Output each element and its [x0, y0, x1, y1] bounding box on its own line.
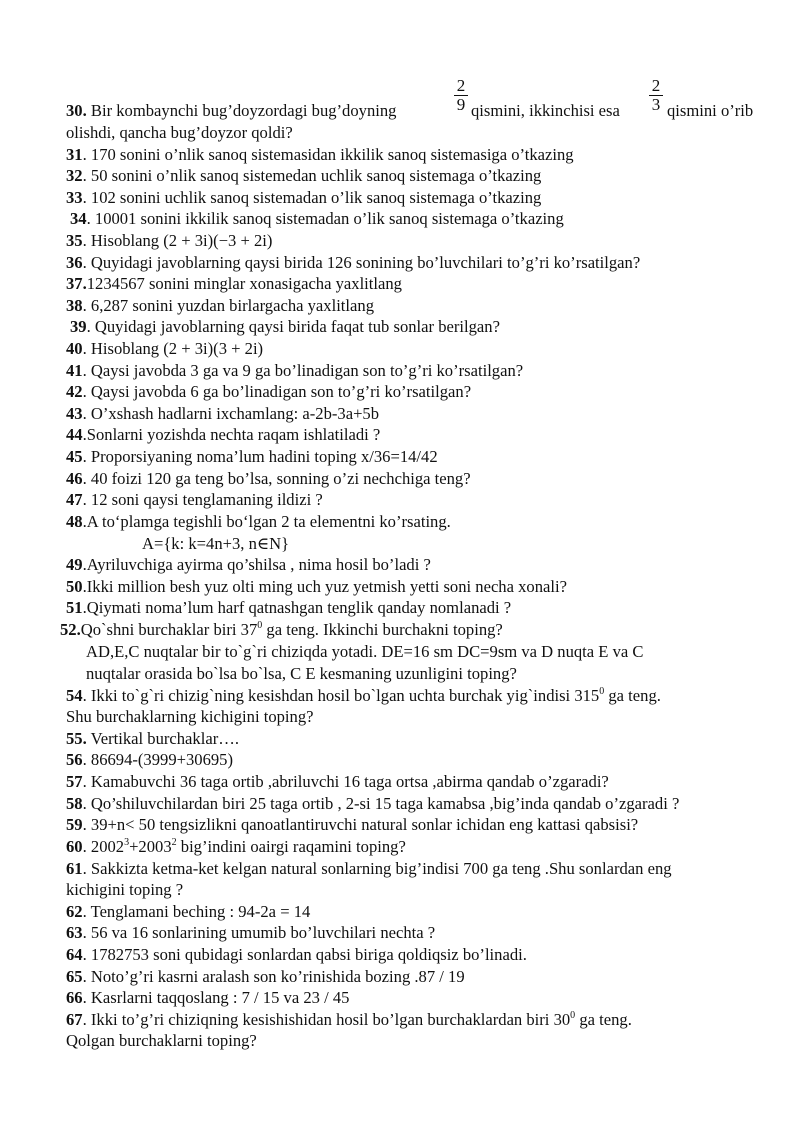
question-text: . Qaysi javobda 6 ga bo’linadigan son to’g’ri ko’rsatilgan? — [82, 382, 472, 401]
question-number: 31 — [66, 145, 83, 164]
question-number: 52. — [60, 620, 81, 639]
question-37 — [66, 274, 402, 294]
question-number: 57 — [66, 772, 83, 791]
question-number: 64 — [66, 945, 83, 964]
degree-superscript: 0 — [257, 620, 263, 631]
question-text: Vertikal burchaklar…. — [86, 729, 239, 748]
question-text: . Hisoblang (2 + 3i)(3 + 2i) — [82, 339, 264, 358]
question-text: 1234567 sonini minglar xonasigacha yaxlitlang — [86, 274, 402, 293]
question-number: 42 — [66, 382, 83, 401]
question-number: 63 — [66, 923, 83, 942]
question-number: 46 — [66, 469, 83, 488]
question-67 — [66, 1010, 632, 1030]
question-text: . Hisoblang (2 + 3i)(−3 + 2i) — [82, 231, 273, 250]
question-text: Qo`shni burchaklar biri 37 — [80, 620, 258, 639]
question-text: . 102 sonini uchlik sanoq sistemadan o’lik sanoq sistemaga o’tkazing — [82, 188, 542, 207]
question-33 — [66, 188, 541, 208]
degree-superscript: 0 — [570, 1010, 576, 1021]
question-40 — [66, 339, 263, 359]
question-64 — [66, 945, 527, 965]
question-number: 56 — [66, 750, 83, 769]
question-number: 67 — [66, 1010, 83, 1029]
question-text: . Tenglamani beching : 94-2a = 14 — [82, 902, 311, 921]
question-text: . 50 sonini o’nlik sanoq sistemedan uchlik sanoq sistemaga o’tkazing — [82, 166, 542, 185]
question-43 — [66, 404, 379, 424]
question-52-line3 — [86, 664, 517, 684]
question-text: . 12 soni qaysi tenglamaning ildizi ? — [82, 490, 323, 509]
question-30-end — [667, 101, 753, 121]
question-text: . Qaysi javobda 3 ga va 9 ga bo’linadigan son to’g’ri ko’rsatilgan? — [82, 361, 524, 380]
question-text: Bir kombaynchi bug’doyzordagi bug’doyning — [86, 101, 397, 120]
question-61-line2 — [66, 880, 183, 900]
question-text: AD,E,C nuqtalar bir to`g`ri chiziqda yotadi. DE=16 sm DC=9sm va D nuqta E va C — [86, 642, 644, 661]
question-30-middle — [471, 101, 620, 121]
exponent: 3 — [124, 837, 130, 848]
question-50 — [66, 577, 567, 597]
question-text: . 6,287 sonini yuzdan birlargacha yaxlitlang — [82, 296, 374, 315]
question-62 — [66, 902, 310, 922]
question-text: big’indini oairgi raqamini toping? — [176, 837, 406, 856]
question-number: 66 — [66, 988, 83, 1007]
question-number: 35 — [66, 231, 83, 250]
question-text: ga teng. — [575, 1010, 632, 1029]
question-text: olishdi, qancha bug’doyzor qoldi? — [66, 123, 293, 142]
question-39 — [70, 317, 500, 337]
question-31 — [66, 145, 574, 165]
question-text: ga teng. Ikkinchi burchakni toping? — [262, 620, 503, 639]
question-65 — [66, 967, 465, 987]
question-38 — [66, 296, 374, 316]
fraction-denominator: 3 — [651, 95, 661, 114]
question-45 — [66, 447, 438, 467]
question-text: . Kasrlarni taqqoslang : 7 / 15 va 23 / 45 — [82, 988, 350, 1007]
question-42 — [66, 382, 471, 402]
question-number: 34 — [70, 209, 87, 228]
fraction-2-3 — [649, 77, 663, 114]
question-30-line2 — [66, 123, 293, 143]
question-number: 49 — [66, 555, 83, 574]
question-text: .Ayriluvchiga ayirma qo’shilsa , nima hosil bo’ladi ? — [82, 555, 431, 574]
question-number: 33 — [66, 188, 83, 207]
question-35 — [66, 231, 272, 251]
question-52-line2 — [86, 642, 643, 662]
question-text: . 1782753 soni qubidagi sonlardan qabsi biriga qoldiqsiz bo’linadi. — [82, 945, 527, 964]
question-text: . Proporsiyaning noma’lum hadini toping x/36=14/42 — [82, 447, 438, 466]
question-60 — [66, 837, 406, 857]
question-text: .Sonlarni yozishda nechta raqam ishlatiladi ? — [82, 425, 381, 444]
question-number: 37. — [66, 274, 87, 293]
question-text: . 40 foizi 120 ga teng bo’lsa, sonning o’zi nechchiga teng? — [82, 469, 471, 488]
question-text: kichigini toping ? — [66, 880, 184, 899]
question-51 — [66, 598, 511, 618]
question-text: . 10001 sonini ikkilik sanoq sistemadan o’lik sanoq sistemaga o’tkazing — [86, 209, 564, 228]
question-text: ga teng. — [604, 686, 661, 705]
question-number: 43 — [66, 404, 83, 423]
question-text: . Quyidagi javoblarning qaysi birida 126 sonining bo’luvchilari to’g’ri ko’rsatilgan? — [82, 253, 641, 272]
question-text: . Ikki to`g`ri chizig`ning kesishdan hosil bo`lgan uchta burchak yig`indisi 315 — [82, 686, 600, 705]
question-number: 41 — [66, 361, 83, 380]
question-text: . Ikki to’g’ri chiziqning kesishishidan hosil bo’lgan burchaklardan biri 30 — [82, 1010, 571, 1029]
question-63 — [66, 923, 435, 943]
question-61 — [66, 859, 672, 879]
question-number: 59 — [66, 815, 83, 834]
question-55 — [66, 729, 239, 749]
question-text: +2003 — [129, 837, 172, 856]
fraction-2-9 — [454, 77, 468, 114]
question-36 — [66, 253, 640, 273]
question-number: 58 — [66, 794, 83, 813]
question-41 — [66, 361, 523, 381]
question-number: 60 — [66, 837, 83, 856]
question-text: . 2002 — [82, 837, 125, 856]
question-number: 50 — [66, 577, 83, 596]
question-30 — [66, 101, 396, 121]
question-number: 48 — [66, 512, 83, 531]
question-number: 65 — [66, 967, 83, 986]
question-32 — [66, 166, 541, 186]
question-number: 39 — [70, 317, 87, 336]
question-text: qismini o’rib — [667, 101, 754, 120]
fraction-numerator: 2 — [454, 77, 468, 96]
question-text: . 39+n< 50 tengsizlikni qanoatlantiruvchi natural sonlar ichidan eng kattasi qabsisi? — [82, 815, 639, 834]
question-48-set — [142, 534, 289, 554]
question-text: . Noto’g’ri kasrni aralash son ko’rinishida bozing .87 / 19 — [82, 967, 465, 986]
question-number: 54 — [66, 686, 83, 705]
question-text: qismini, ikkinchisi esa — [471, 101, 620, 120]
question-text: .Ikki million besh yuz olti ming uch yuz yetmish yetti soni necha xonali? — [82, 577, 567, 596]
question-text: . 170 sonini o’nlik sanoq sistemasidan ikkilik sanoq sistemasiga o’tkazing — [82, 145, 574, 164]
question-number: 55. — [66, 729, 87, 748]
question-number: 30. — [66, 101, 87, 120]
question-number: 51 — [66, 598, 83, 617]
question-number: 61 — [66, 859, 83, 878]
question-text: nuqtalar orasida bo`lsa bo`lsa, C E kesmaning uzunligini toping? — [86, 664, 517, 683]
question-text: . Sakkizta ketma-ket kelgan natural sonlarning big’indisi 700 ga teng .Shu sonlardan eng — [82, 859, 672, 878]
question-text: . Qo’shiluvchilardan biri 25 taga ortib , 2-si 15 taga kamabsa ,big’inda qandab o’zgaradi ? — [82, 794, 680, 813]
question-text: . 86694-(3999+30695) — [82, 750, 233, 769]
question-46 — [66, 469, 471, 489]
question-49 — [66, 555, 431, 575]
fraction-denominator: 9 — [456, 95, 466, 114]
question-number: 47 — [66, 490, 83, 509]
question-text: Qolgan burchaklarni toping? — [66, 1031, 257, 1050]
question-text: Shu burchaklarning kichigini toping? — [66, 707, 314, 726]
question-48 — [66, 512, 451, 532]
question-text: .Qiymati noma’lum harf qatnashgan tenglik qanday nomlanadi ? — [82, 598, 512, 617]
question-59 — [66, 815, 638, 835]
question-number: 44 — [66, 425, 83, 444]
question-text: . 56 va 16 sonlarining umumib bo’luvchilari nechta ? — [82, 923, 436, 942]
question-54 — [66, 686, 661, 706]
fraction-numerator: 2 — [649, 77, 663, 96]
question-number: 40 — [66, 339, 83, 358]
question-44 — [66, 425, 380, 445]
question-34 — [70, 209, 564, 229]
question-number: 32 — [66, 166, 83, 185]
exponent: 2 — [171, 837, 177, 848]
question-text: .A to‘plamga tegishli bo‘lgan 2 ta elementni ko’rsating. — [82, 512, 451, 531]
question-text: A={k: k=4n+3, n∈N} — [142, 534, 290, 553]
question-66 — [66, 988, 349, 1008]
degree-superscript: 0 — [599, 686, 605, 697]
question-number: 45 — [66, 447, 83, 466]
question-58 — [66, 794, 679, 814]
question-number: 38 — [66, 296, 83, 315]
question-number: 36 — [66, 253, 83, 272]
question-56 — [66, 750, 233, 770]
question-57 — [66, 772, 609, 792]
question-number: 62 — [66, 902, 83, 921]
question-text: . O’xshash hadlarni ixchamlang: a-2b-3a+5b — [82, 404, 380, 423]
question-text: . Quyidagi javoblarning qaysi birida faqat tub sonlar berilgan? — [86, 317, 500, 336]
question-text: . Kamabuvchi 36 taga ortib ,abriluvchi 16 taga ortsa ,abirma qandab o’zgaradi? — [82, 772, 609, 791]
question-67-line2 — [66, 1031, 257, 1051]
question-54-line2 — [66, 707, 313, 727]
question-47 — [66, 490, 323, 510]
question-52 — [60, 620, 503, 640]
